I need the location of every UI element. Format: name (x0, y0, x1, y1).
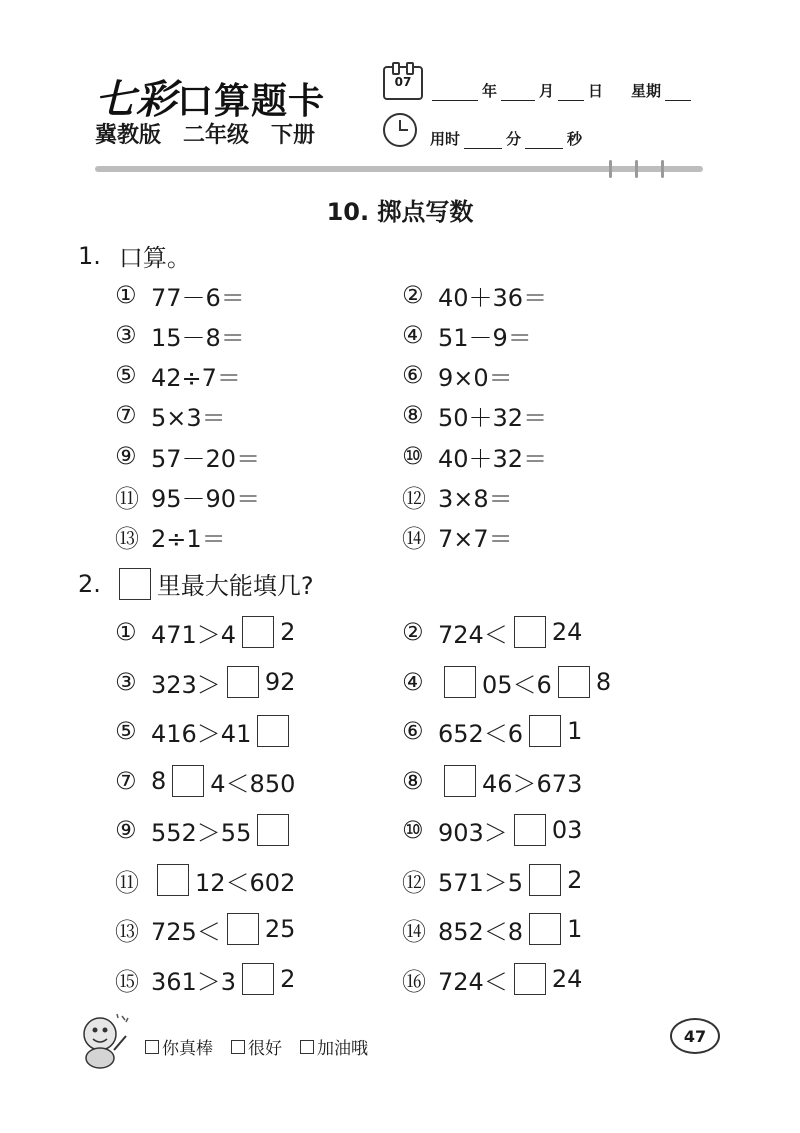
answer-box[interactable] (242, 963, 274, 995)
item-marker: ⑭ (402, 917, 426, 946)
calc-expression[interactable]: 7×7＝ (438, 524, 513, 553)
item-marker: ⑤ (115, 361, 137, 389)
answer-box[interactable] (514, 814, 546, 846)
compare-text: 323＞ (151, 670, 221, 699)
eval-option-good[interactable] (231, 1034, 282, 1059)
compare-text: 416＞41 (151, 719, 252, 748)
eval-label: 加油哦 (317, 1039, 368, 1059)
answer-box[interactable] (514, 616, 546, 648)
item-marker: ① (115, 281, 137, 309)
answer-box[interactable] (558, 666, 590, 698)
answer-box[interactable] (227, 913, 259, 945)
compare-text: 552＞55 (151, 818, 252, 847)
item-marker: ⑥ (402, 717, 424, 745)
compare-text: 361＞3 (151, 967, 237, 996)
eval-label: 你真棒 (162, 1039, 213, 1059)
mascot-icon (70, 1008, 136, 1078)
item-marker: ⑫ (402, 868, 426, 897)
item-marker: ⑩ (402, 816, 424, 844)
compare-text: 471＞4 (151, 620, 237, 649)
item-marker: ⑮ (115, 967, 139, 996)
edition-volume: 下册 (271, 123, 316, 148)
item-marker: ③ (115, 321, 137, 349)
day-blank[interactable] (558, 86, 584, 101)
answer-box[interactable] (444, 666, 476, 698)
divider-tick (661, 160, 664, 178)
answer-box[interactable] (529, 913, 561, 945)
brand-script: 七彩 (95, 76, 177, 123)
calc-item (402, 357, 513, 393)
compare-text: 12＜602 (195, 868, 296, 897)
calc-item (402, 478, 513, 514)
clock-icon (383, 113, 417, 147)
compare-text: 903＞ (438, 818, 508, 847)
calendar-number: 07 (394, 75, 412, 89)
calc-item (115, 357, 241, 393)
item-marker: ⑫ (402, 484, 426, 513)
edition-grade: 二年级 (183, 123, 250, 148)
section1-number: 1. (78, 241, 101, 270)
compare-item (402, 664, 611, 700)
item-marker: ⑥ (402, 361, 424, 389)
answer-box[interactable] (444, 765, 476, 797)
answer-box[interactable] (227, 666, 259, 698)
compare-item (115, 614, 295, 650)
section2-number: 2. (78, 569, 101, 598)
year-label: 年 (482, 82, 498, 100)
item-marker: ⑨ (115, 442, 137, 470)
item-marker: ⑯ (402, 967, 426, 996)
calc-expression[interactable]: 9×0＝ (438, 363, 513, 392)
item-marker: ③ (115, 668, 137, 696)
answer-box[interactable] (157, 864, 189, 896)
item-marker: ⑧ (402, 767, 424, 795)
calc-item (402, 518, 513, 554)
checkbox-icon[interactable] (231, 1040, 245, 1054)
calc-item (402, 277, 547, 313)
compare-item (115, 713, 295, 749)
compare-item (115, 763, 295, 799)
item-marker: ② (402, 281, 424, 309)
compare-text: 571＞5 (438, 868, 524, 897)
calc-item (115, 397, 226, 433)
compare-text: 724＜ (438, 620, 508, 649)
compare-text: 24 (551, 618, 583, 646)
calc-expression[interactable]: 95－90＝ (151, 484, 261, 513)
calc-item (402, 397, 547, 433)
compare-text: 2 (280, 965, 296, 993)
divider-tick (609, 160, 612, 178)
item-marker: ④ (402, 321, 424, 349)
compare-text: 2 (280, 618, 296, 646)
compare-text: 46＞673 (482, 769, 583, 798)
item-marker: ⑩ (402, 442, 424, 470)
answer-box[interactable] (529, 864, 561, 896)
seconds-label: 秒 (567, 130, 583, 148)
calc-expression[interactable]: 3×8＝ (438, 484, 513, 513)
calc-item (115, 478, 260, 514)
time-label: 用时 (430, 130, 461, 148)
item-marker: ⑬ (115, 917, 139, 946)
eval-option-keep-trying[interactable] (300, 1034, 368, 1059)
section2-title: 里最大能填几? (156, 572, 314, 600)
compare-text: 8 (151, 767, 167, 795)
item-marker: ⑬ (115, 524, 139, 553)
calc-expression[interactable]: 51－9＝ (438, 323, 532, 352)
compare-item (115, 911, 295, 947)
eval-label: 很好 (248, 1039, 282, 1059)
item-marker: ⑤ (115, 717, 137, 745)
calc-item (115, 518, 226, 554)
year-blank[interactable] (432, 86, 478, 101)
heading-box-icon (119, 568, 151, 600)
calc-item (115, 277, 245, 313)
page-number: 47 (670, 1018, 720, 1054)
minutes-label: 分 (506, 130, 522, 148)
day-label: 日 (588, 82, 604, 100)
section2-heading (78, 566, 314, 601)
divider-tick (635, 160, 638, 178)
answer-box[interactable] (257, 715, 289, 747)
compare-item (402, 911, 582, 947)
month-blank[interactable] (501, 86, 535, 101)
item-marker: ④ (402, 668, 424, 696)
compare-text: 25 (264, 915, 296, 943)
compare-text: 1 (567, 915, 583, 943)
calc-item (115, 317, 245, 353)
calc-item (115, 438, 260, 474)
compare-item (115, 862, 295, 898)
calc-item (402, 438, 547, 474)
section1-heading (78, 238, 191, 273)
seconds-blank[interactable] (525, 134, 563, 149)
item-marker: ② (402, 618, 424, 646)
compare-text: 852＜8 (438, 917, 524, 946)
calc-expression[interactable]: 15－8＝ (151, 323, 245, 352)
eval-option-great[interactable] (145, 1034, 213, 1059)
edition-publisher: 冀教版 (95, 123, 162, 148)
calc-expression[interactable]: 2÷1＝ (151, 524, 226, 553)
compare-text: 05＜6 (482, 670, 552, 699)
month-label: 月 (539, 82, 555, 100)
compare-text: 652＜6 (438, 719, 524, 748)
calc-expression[interactable]: 40＋32＝ (438, 444, 548, 473)
checkbox-icon[interactable] (300, 1040, 314, 1054)
compare-item (115, 664, 295, 700)
calc-expression[interactable]: 57－20＝ (151, 444, 261, 473)
compare-item (402, 763, 582, 799)
item-marker: ⑪ (115, 868, 139, 897)
compare-text: 03 (551, 816, 583, 844)
item-marker: ⑦ (115, 767, 137, 795)
section1-title: 口算。 (118, 244, 191, 272)
compare-text: 92 (264, 668, 296, 696)
compare-text: 724＜ (438, 967, 508, 996)
answer-box[interactable] (172, 765, 204, 797)
page-title: 10. 掷点写数 (326, 198, 474, 226)
compare-item (402, 812, 582, 848)
item-marker: ⑨ (115, 816, 137, 844)
calc-expression[interactable]: 40＋36＝ (438, 283, 548, 312)
brand-main: 口算题卡 (177, 81, 326, 122)
checkbox-icon[interactable] (145, 1040, 159, 1054)
compare-item (402, 614, 582, 650)
compare-item (402, 713, 582, 749)
weekday-label: 星期 (631, 82, 662, 100)
compare-text: 725＜ (151, 917, 221, 946)
self-evaluation (145, 1034, 368, 1059)
answer-box[interactable] (242, 616, 274, 648)
item-marker: ⑪ (115, 484, 139, 513)
compare-text: 2 (567, 866, 583, 894)
answer-box[interactable] (514, 963, 546, 995)
brand-title (95, 68, 325, 125)
answer-box[interactable] (257, 814, 289, 846)
item-marker: ⑦ (115, 401, 137, 429)
compare-item (115, 812, 295, 848)
compare-text: 24 (551, 965, 583, 993)
date-fields (428, 80, 695, 101)
item-marker: ⑧ (402, 401, 424, 429)
calc-expression[interactable]: 5×3＝ (151, 403, 226, 432)
answer-box[interactable] (529, 715, 561, 747)
compare-text: 8 (595, 668, 612, 696)
compare-text: 1 (567, 717, 583, 745)
item-marker: ① (115, 618, 137, 646)
item-marker: ⑭ (402, 524, 426, 553)
calc-item (402, 317, 532, 353)
minutes-blank[interactable] (464, 134, 502, 149)
calc-expression[interactable]: 50＋32＝ (438, 403, 548, 432)
compare-item (402, 862, 582, 898)
calendar-icon (383, 66, 423, 100)
calc-expression[interactable]: 42÷7＝ (151, 363, 241, 392)
edition-line (95, 118, 337, 149)
compare-item (115, 961, 295, 997)
time-fields (430, 128, 582, 149)
weekday-blank[interactable] (665, 86, 691, 101)
compare-item (402, 961, 582, 997)
compare-text: 4＜850 (210, 769, 296, 798)
calc-expression[interactable]: 77－6＝ (151, 283, 245, 312)
